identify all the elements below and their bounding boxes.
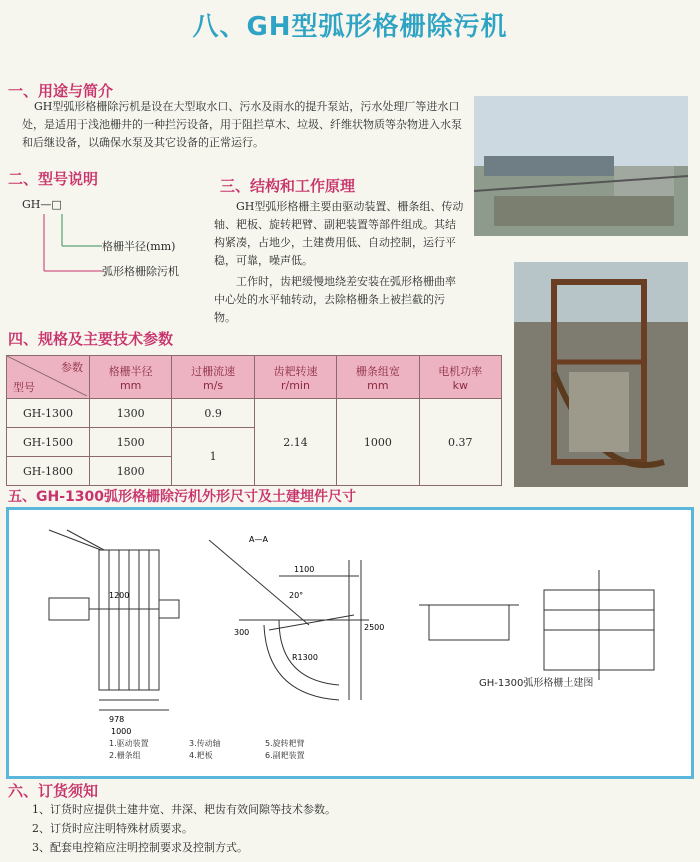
cell-rake-speed: 2.14 [254, 399, 336, 486]
section-2-heading: 二、型号说明 [8, 170, 99, 188]
section-4-heading: 四、规格及主要技术参数 [8, 330, 174, 348]
section-3-heading: 三、结构和工作原理 [220, 177, 356, 195]
section-5-heading: 五、GH-1300弧形格栅除污机外形尺寸及土建埋件尺寸 [8, 489, 356, 505]
dim-1200: 1200 [109, 591, 130, 600]
site-photo-machine-drawing [514, 262, 688, 487]
order-item-2: 2、订货时应注明特殊材质要求。 [32, 822, 193, 835]
dim-r1300: R1300 [292, 653, 318, 662]
section-1-text: GH型弧形格栅除污机是设在大型取水口、污水及雨水的提升泵站，污水处理厂等进水口处，是适用于浅池栅井的一种拦污设备，用于阻拦草木、垃圾、纤维状物质等杂物进入水泵和后继设备，以确保水泵及其它设备的正常运行。 [22, 100, 462, 149]
cell-model: GH-1500 [7, 428, 90, 457]
front-view [49, 530, 179, 710]
corner-top-label: 参数 [61, 361, 83, 374]
legend-1: 1.驱动装置 [109, 739, 149, 748]
model-label-radius: 格栅半径(mm) [102, 240, 176, 253]
col-header-radius: 格栅半径 mm [90, 356, 172, 399]
cell-model: GH-1800 [7, 457, 90, 486]
model-code-diagram [22, 190, 212, 290]
model-code: GH—□ [22, 198, 62, 211]
cell-speed: 1 [172, 428, 254, 486]
table-row [7, 399, 502, 428]
dim-300: 300 [234, 628, 250, 637]
legend-4: 4.耙板 [189, 751, 213, 760]
cell-radius: 1800 [90, 457, 172, 486]
legend-3: 3.传动轴 [189, 739, 221, 748]
cell-bar-width: 1000 [337, 399, 419, 486]
section-mark: A—A [249, 535, 268, 544]
legend-6: 6.副耙装置 [265, 751, 305, 760]
legend-2: 2.栅条组 [109, 751, 141, 760]
drawing-panel [6, 507, 694, 779]
order-item-3: 3、配套电控箱应注明控制要求及控制方式。 [32, 841, 248, 854]
cell-model: GH-1300 [7, 399, 90, 428]
dim-978: 978 [109, 715, 125, 724]
dim-2500: 2500 [364, 623, 385, 632]
section-3-para-1: GH型弧形格栅主要由驱动装置、栅条组、传动轴、耙板、旋转耙臂、副耙装置等部件组成。其结构紧凑，占地少，土建费用低、自动控制，运行平稳，可靠，噪声低。 [214, 200, 464, 267]
section-view [209, 540, 369, 700]
col-header-rake-speed: 齿耙转速 r/min [254, 356, 336, 399]
site-photo-top [474, 96, 688, 236]
col-header-power: 电机功率 kw [419, 356, 501, 399]
page-title: 八、GH型弧形格栅除污机 [192, 12, 508, 42]
legend-5: 5.旋转耙臂 [265, 739, 305, 748]
spec-table [6, 355, 502, 486]
order-item-1: 1、订货时应提供土建井宽、井深、耙齿有效间隙等技术参数。 [32, 803, 336, 816]
cell-speed: 0.9 [172, 399, 254, 428]
spec-corner-cell [7, 356, 90, 399]
dim-1000: 1000 [111, 727, 132, 736]
section-6-heading: 六、订货须知 [8, 782, 99, 800]
cell-power: 0.37 [419, 399, 501, 486]
civil-view [419, 570, 654, 680]
drawing-caption: GH-1300弧形格栅土建图 [479, 678, 594, 689]
corner-bottom-label: 型号 [13, 381, 35, 394]
cell-radius: 1300 [90, 399, 172, 428]
col-header-speed: 过栅流速 m/s [172, 356, 254, 399]
cell-radius: 1500 [90, 428, 172, 457]
section-3-para-2: 工作时，齿耙缓慢地绕差安装在弧形格栅曲率中心处的水平轴转动，去除格栅条上被拦截的污物。 [214, 275, 456, 324]
dim-angle: 20° [289, 591, 304, 600]
section-1-heading: 一、用途与简介 [8, 82, 114, 100]
model-label-name: 弧形格栅除污机 [102, 265, 179, 278]
col-header-bar-width: 栅条组宽 mm [337, 356, 419, 399]
engineering-drawing [9, 510, 691, 776]
site-photo-machine [514, 262, 688, 487]
site-photo-top-drawing [474, 96, 688, 236]
dim-1100: 1100 [294, 565, 315, 574]
